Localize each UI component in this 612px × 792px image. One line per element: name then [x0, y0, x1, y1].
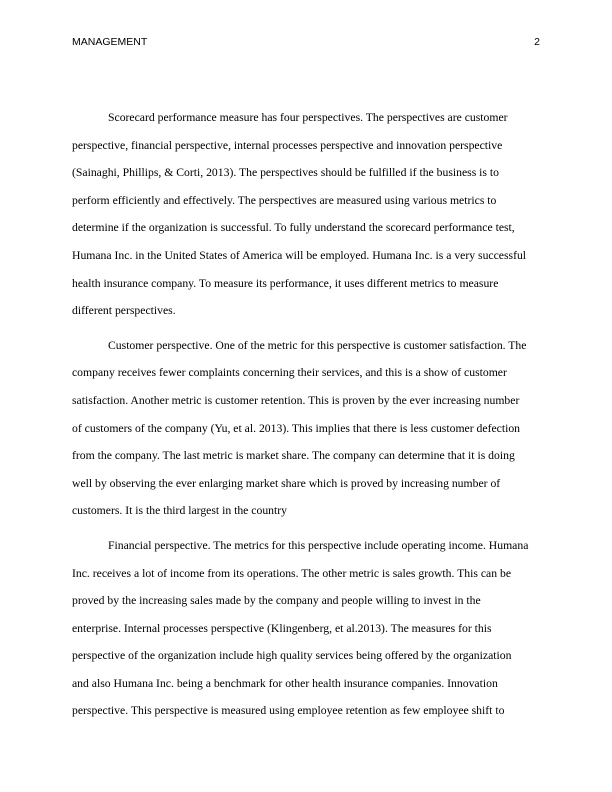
running-header: [72, 36, 540, 52]
text-line: customers. It is the third largest in the country: [72, 504, 287, 518]
paragraph-spacer: [72, 325, 542, 332]
text-line: from the company. The last metric is market share. The company can determine that it is doing: [72, 449, 515, 463]
paragraph-financial-perspective: [72, 532, 542, 725]
paragraph-scorecard-intro: [72, 104, 542, 325]
text-line: company receives fewer complaints concerning their services, and this is a show of customer: [72, 366, 507, 380]
text-line: perspective. This perspective is measured using employee retention as few employee shift to: [72, 704, 505, 718]
header-title: MANAGEMENT: [72, 36, 148, 48]
text-line: perspective, financial perspective, internal processes perspective and innovation perspective: [72, 138, 503, 152]
text-line: of customers of the company (Yu, et al. 2013). This implies that there is less customer defection: [72, 421, 521, 435]
page-number: 2: [534, 36, 540, 48]
text-line: Humana Inc. in the United States of America will be employed. Humana Inc. is a very successful: [72, 248, 527, 262]
document-body: [72, 104, 542, 725]
text-line: Financial perspective. The metrics for this perspective include operating income. Humana: [108, 538, 529, 552]
text-line: (Sainaghi, Phillips, & Corti, 2013). The perspectives should be fulfilled if the business is to: [72, 166, 499, 180]
text-line: perspective of the organization include high quality services being offered by the organization: [72, 649, 512, 663]
text-line: perform efficiently and effectively. The perspectives are measured using various metrics to: [72, 193, 497, 207]
text-line: proved by the increasing sales made by the company and people willing to invest in the: [72, 594, 481, 608]
text-line: Customer perspective. One of the metric for this perspective is customer satisfaction. The: [108, 338, 527, 352]
text-line: different perspectives.: [72, 304, 176, 318]
text-line: well by observing the ever enlarging market share which is proved by increasing number of: [72, 476, 501, 490]
text-line: enterprise. Internal processes perspective (Klingenberg, et al.2013). The measures for this: [72, 621, 492, 635]
paragraph-spacer: [72, 525, 542, 532]
text-line: satisfaction. Another metric is customer retention. This is proven by the ever increasing number: [72, 393, 520, 407]
paragraph-customer-perspective: [72, 332, 542, 525]
text-line: and also Humana Inc. being a benchmark for other health insurance companies. Innovation: [72, 676, 498, 690]
text-line: determine if the organization is successful. To fully understand the scorecard performance test,: [72, 221, 515, 235]
text-line: health insurance company. To measure its performance, it uses different metrics to measure: [72, 276, 499, 290]
text-line: Scorecard performance measure has four perspectives. The perspectives are customer: [108, 111, 508, 124]
text-line: Inc. receives a lot of income from its operations. The other metric is sales growth. This can be: [72, 566, 512, 580]
